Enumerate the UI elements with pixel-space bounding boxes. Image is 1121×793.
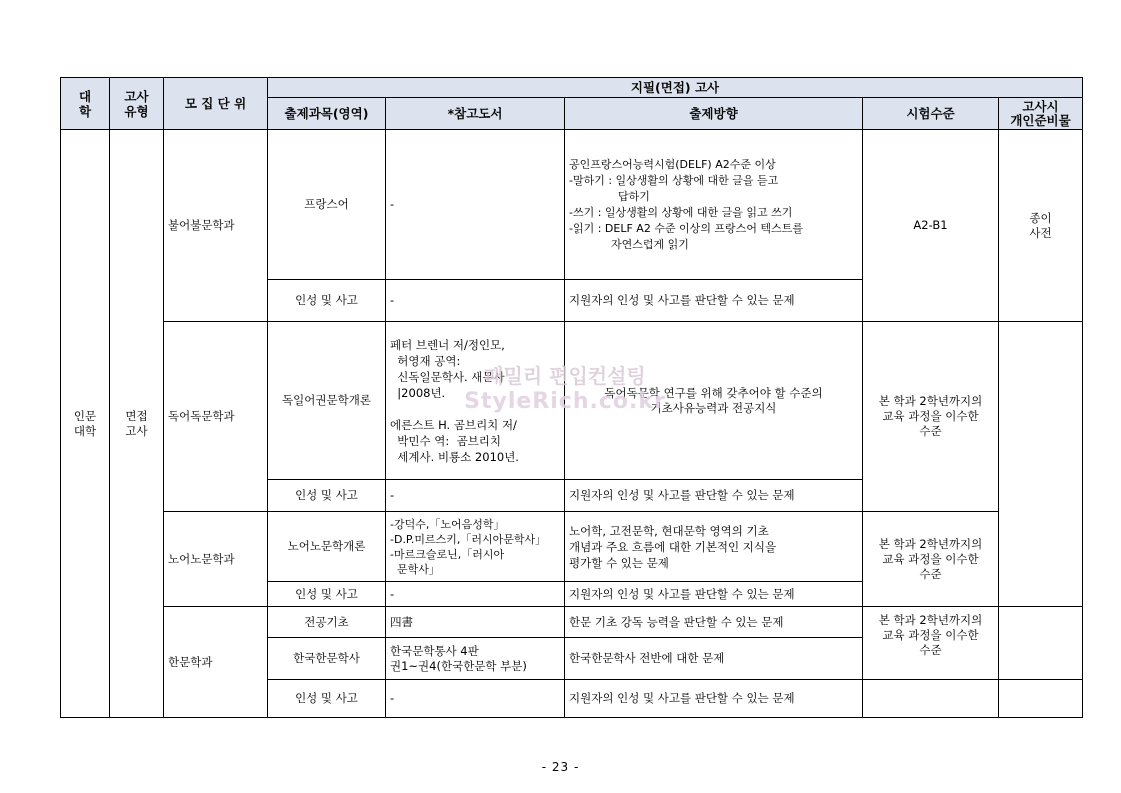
empty-materials-cell-3 <box>999 680 1083 718</box>
exam-table <box>60 77 1083 718</box>
chinese-ref-3: - <box>386 680 565 718</box>
header-group: 지필(면접) 고사 <box>268 78 1083 98</box>
empty-materials-cell <box>999 322 1083 607</box>
unit-chinese: 한문학과 <box>164 607 268 718</box>
chinese-subject-1: 전공기초 <box>268 607 386 638</box>
french-materials: 종이 사전 <box>999 130 1083 322</box>
french-ref-2: - <box>386 280 565 322</box>
russian-subject-1: 노어노문학개론 <box>268 512 386 582</box>
french-direction-1: 공인프랑스어능력시험(DELF) A2수준 이상 -말하기 : 일상생활의 상황에 대한 글을 듣고 답하기 -쓰기 : 일상생활의 상황에 대한 글을 읽고 쓰기 -읽기 : DELF A2 수준 이상의 프랑스어 텍스트를 자연스럽게 읽기 <box>565 130 863 280</box>
header-exam-type: 고사 유형 <box>110 78 164 130</box>
chinese-direction-1: 한문 기초 강독 능력을 판단할 수 있는 문제 <box>565 607 863 638</box>
unit-german: 독어독문학과 <box>164 322 268 512</box>
header-subject: 출제과목(영역) <box>268 98 386 130</box>
watermark-line-1: 패밀리 편입컨설팅 <box>484 364 646 388</box>
exam-type-cell: 면접 고사 <box>110 130 164 718</box>
header-reference: *참고도서 <box>386 98 565 130</box>
chinese-ref-1: 四書 <box>386 607 565 638</box>
empty-materials-cell-2 <box>999 607 1083 680</box>
university-cell: 인문 대학 <box>61 130 110 718</box>
chinese-direction-3: 지원자의 인성 및 사고를 판단할 수 있는 문제 <box>565 680 863 718</box>
page-number: - 23 - <box>541 760 580 774</box>
russian-subject-2: 인성 및 사고 <box>268 582 386 607</box>
german-direction-1: 독어독문학 연구를 위해 갖추어야 할 수준의 기초사유능력과 전공지식 <box>565 322 863 480</box>
german-subject-1: 독일어권문학개론 <box>268 322 386 480</box>
russian-direction-1: 노어학, 고전문학, 현대문학 영역의 기초 개념과 주요 흐름에 대한 기본적인 지식을 평가할 수 있는 문제 <box>565 512 863 582</box>
french-subject-2: 인성 및 사고 <box>268 280 386 322</box>
russian-ref-1: -강덕수,「노어음성학」 -D.P.미르스키,「러시아문학사」 -마르크슬로닌,「러시아 문학사」 <box>386 512 565 582</box>
french-subject-1: 프랑스어 <box>268 130 386 280</box>
header-direction: 출제방향 <box>565 98 863 130</box>
french-ref-1: - <box>386 130 565 280</box>
unit-russian: 노어노문학과 <box>164 512 268 607</box>
russian-ref-2: - <box>386 582 565 607</box>
header-materials: 고사시 개인준비물 <box>999 98 1083 130</box>
chinese-level: 본 학과 2학년까지의 교육 과정을 이수한 수준 <box>863 607 999 680</box>
french-level: A2-B1 <box>863 130 999 322</box>
empty-level-cell <box>863 680 999 718</box>
german-ref-1: 페터 브렌너 저/정인모, 허영재 공역: 신독일문학사. 새문사 |2008년. 에른스트 H. 곰브리치 저/ 박민수 역: 곰브리치 세계사. 비룡소 2010년. <box>386 322 565 480</box>
header-unit: 모 집 단 위 <box>164 78 268 130</box>
french-direction-2: 지원자의 인성 및 사고를 판단할 수 있는 문제 <box>565 280 863 322</box>
watermark-line-2: StyleRich.co.kr <box>464 389 666 414</box>
german-ref-2: - <box>386 480 565 512</box>
header-university: 대 학 <box>61 78 110 130</box>
unit-french: 불어불문학과 <box>164 130 268 322</box>
chinese-ref-2: 한국문학통사 4판 권1~권4(한국한문학 부분) <box>386 638 565 680</box>
header-level: 시험수준 <box>863 98 999 130</box>
russian-direction-2: 지원자의 인성 및 사고를 판단할 수 있는 문제 <box>565 582 863 607</box>
chinese-subject-3: 인성 및 사고 <box>268 680 386 718</box>
german-level: 본 학과 2학년까지의 교육 과정을 이수한 수준 <box>863 322 999 512</box>
chinese-subject-2: 한국한문학사 <box>268 638 386 680</box>
chinese-direction-2: 한국한문학사 전반에 대한 문제 <box>565 638 863 680</box>
russian-level: 본 학과 2학년까지의 교육 과정을 이수한 수준 <box>863 512 999 607</box>
german-direction-2: 지원자의 인성 및 사고를 판단할 수 있는 문제 <box>565 480 863 512</box>
german-subject-2: 인성 및 사고 <box>268 480 386 512</box>
